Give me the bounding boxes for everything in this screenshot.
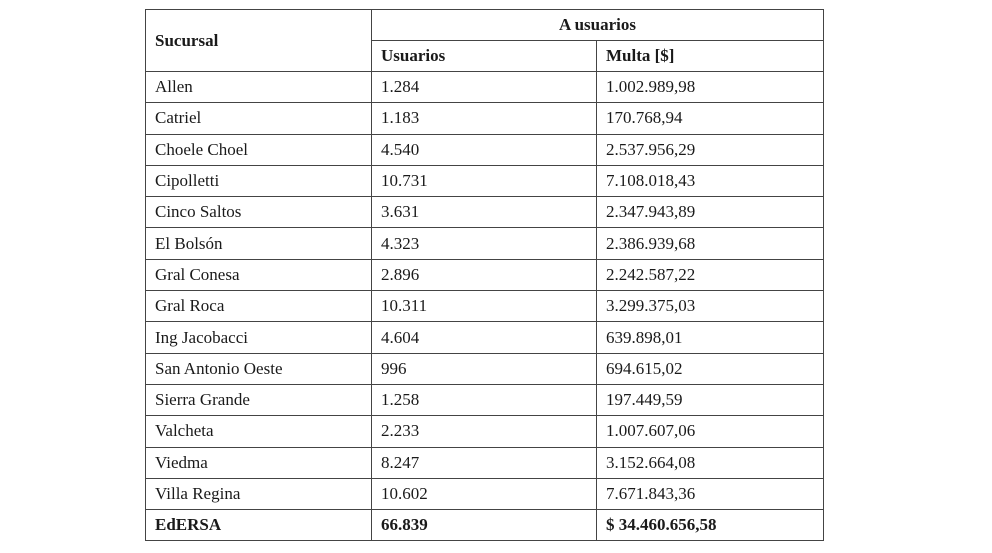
header-sucursal: Sucursal — [146, 10, 372, 72]
cell-multa: 1.007.607,06 — [597, 416, 824, 447]
cell-multa: 3.299.375,03 — [597, 291, 824, 322]
cell-usuarios: 1.183 — [372, 103, 597, 134]
cell-usuarios: 10.602 — [372, 478, 597, 509]
cell-sucursal: Viedma — [146, 447, 372, 478]
header-multa: Multa [$] — [597, 41, 824, 72]
fines-table — [145, 9, 824, 541]
cell-sucursal: Gral Roca — [146, 291, 372, 322]
cell-multa: 2.537.956,29 — [597, 134, 824, 165]
cell-multa: 7.108.018,43 — [597, 165, 824, 196]
cell-multa: 197.449,59 — [597, 384, 824, 415]
cell-usuarios: 10.311 — [372, 291, 597, 322]
cell-usuarios: 4.323 — [372, 228, 597, 259]
cell-multa: 694.615,02 — [597, 353, 824, 384]
cell-usuarios: 1.258 — [372, 384, 597, 415]
cell-sucursal: Villa Regina — [146, 478, 372, 509]
cell-sucursal: Allen — [146, 72, 372, 103]
cell-usuarios: 1.284 — [372, 72, 597, 103]
cell-multa: 2.347.943,89 — [597, 197, 824, 228]
cell-usuarios: 4.540 — [372, 134, 597, 165]
cell-sucursal: Gral Conesa — [146, 259, 372, 290]
cell-usuarios: 2.896 — [372, 259, 597, 290]
cell-usuarios: 8.247 — [372, 447, 597, 478]
cell-sucursal: Choele Choel — [146, 134, 372, 165]
header-group-a-usuarios: A usuarios — [372, 10, 824, 41]
cell-multa: 3.152.664,08 — [597, 447, 824, 478]
cell-sucursal: Cipolletti — [146, 165, 372, 196]
cell-sucursal: Catriel — [146, 103, 372, 134]
table-row — [146, 134, 824, 165]
cell-sucursal: San Antonio Oeste — [146, 353, 372, 384]
cell-sucursal: Valcheta — [146, 416, 372, 447]
header-usuarios: Usuarios — [372, 41, 597, 72]
cell-usuarios: 2.233 — [372, 416, 597, 447]
cell-usuarios: 10.731 — [372, 165, 597, 196]
table-row — [146, 478, 824, 509]
table-row — [146, 322, 824, 353]
cell-multa: 170.768,94 — [597, 103, 824, 134]
table-row — [146, 291, 824, 322]
total-row — [146, 510, 824, 541]
total-multa: $ 34.460.656,58 — [597, 510, 824, 541]
cell-multa: 1.002.989,98 — [597, 72, 824, 103]
table-row — [146, 259, 824, 290]
total-sucursal: EdERSA — [146, 510, 372, 541]
table-row — [146, 103, 824, 134]
cell-sucursal: Ing Jacobacci — [146, 322, 372, 353]
table-row — [146, 165, 824, 196]
cell-sucursal: Sierra Grande — [146, 384, 372, 415]
cell-multa: 2.242.587,22 — [597, 259, 824, 290]
cell-usuarios: 3.631 — [372, 197, 597, 228]
table-row — [146, 384, 824, 415]
cell-usuarios: 4.604 — [372, 322, 597, 353]
cell-sucursal: Cinco Saltos — [146, 197, 372, 228]
header-row-group — [146, 10, 824, 41]
cell-multa: 7.671.843,36 — [597, 478, 824, 509]
cell-multa: 639.898,01 — [597, 322, 824, 353]
table-row — [146, 72, 824, 103]
table-row — [146, 447, 824, 478]
fines-table-container — [145, 9, 823, 541]
table-row — [146, 416, 824, 447]
total-usuarios: 66.839 — [372, 510, 597, 541]
table-row — [146, 228, 824, 259]
cell-sucursal: El Bolsón — [146, 228, 372, 259]
cell-usuarios: 996 — [372, 353, 597, 384]
table-row — [146, 197, 824, 228]
cell-multa: 2.386.939,68 — [597, 228, 824, 259]
table-row — [146, 353, 824, 384]
